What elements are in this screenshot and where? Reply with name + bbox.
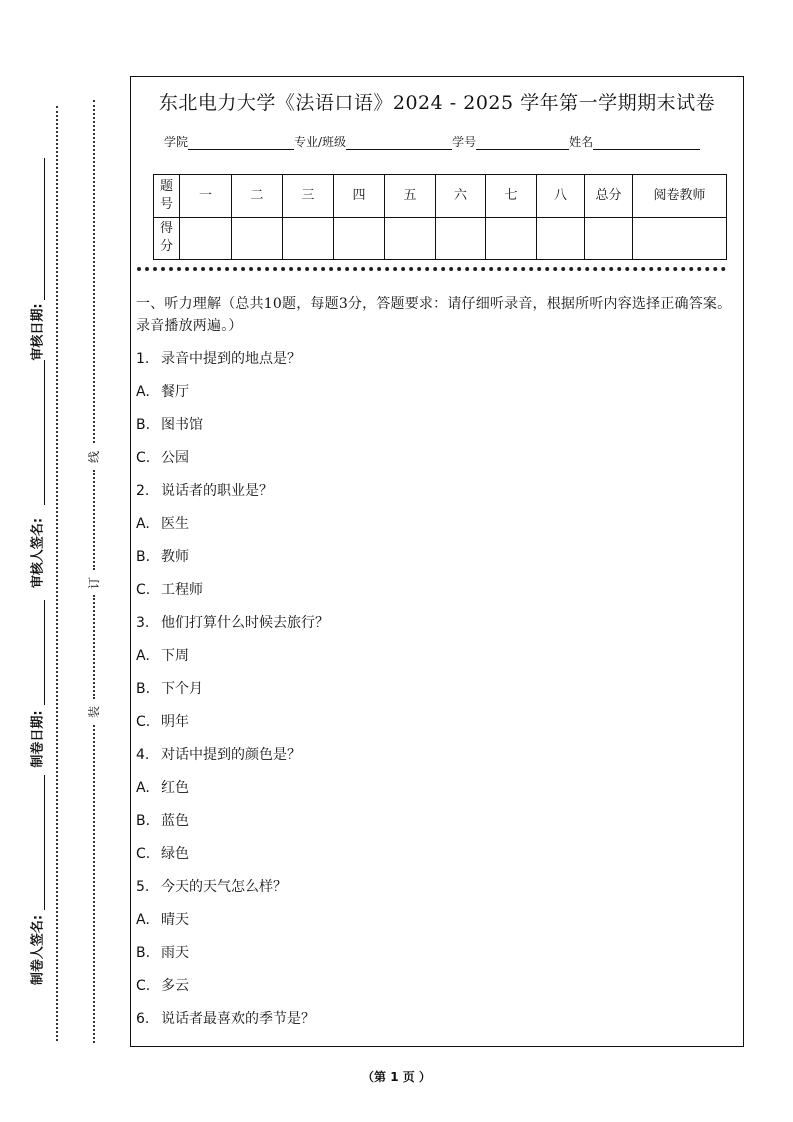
option-letter: C. xyxy=(136,846,151,862)
question-number: 2. xyxy=(136,483,150,499)
question-number: 5. xyxy=(136,879,150,895)
option-text: 公园 xyxy=(161,450,189,466)
question-text: 说话者的职业是？ xyxy=(161,483,273,499)
question-number: 4. xyxy=(136,747,150,763)
option-item[interactable] xyxy=(136,442,736,475)
question-item xyxy=(136,1003,736,1036)
option-text: 医生 xyxy=(161,516,189,532)
option-letter: C. xyxy=(136,714,151,730)
reviewer-signature-label: 审核人签名: xyxy=(30,517,46,589)
option-item[interactable] xyxy=(136,640,736,673)
option-text: 晴天 xyxy=(161,912,189,928)
section-listening xyxy=(136,293,736,1036)
option-item[interactable] xyxy=(136,937,736,970)
name-label: 姓名 xyxy=(569,135,594,149)
score-cell[interactable] xyxy=(334,217,385,260)
option-item[interactable] xyxy=(136,541,736,574)
binding-dotted-line-inner xyxy=(93,725,95,1043)
column-header: 一 xyxy=(180,175,232,218)
column-header: 三 xyxy=(283,175,334,218)
column-header: 五 xyxy=(385,175,436,218)
score-cell[interactable] xyxy=(180,217,232,260)
option-item[interactable] xyxy=(136,673,736,706)
option-letter: A. xyxy=(136,780,150,796)
column-header: 二 xyxy=(232,175,283,218)
question-text: 今天的天气怎么样？ xyxy=(161,879,287,895)
major-class-label: 专业/班级 xyxy=(294,135,347,149)
option-text: 多云 xyxy=(161,978,189,994)
binding-mark-staple: 订 xyxy=(87,576,101,590)
question-list xyxy=(136,343,736,1036)
option-item[interactable] xyxy=(136,376,736,409)
binding-dotted-line-inner xyxy=(93,100,95,443)
option-letter: A. xyxy=(136,648,150,664)
option-letter: A. xyxy=(136,384,150,400)
option-item[interactable] xyxy=(136,772,736,805)
section-divider xyxy=(137,267,726,271)
question-item xyxy=(136,343,736,376)
option-letter: B. xyxy=(136,549,151,565)
question-text: 录音中提到的地点是？ xyxy=(161,351,301,367)
option-letter: B. xyxy=(136,417,151,433)
review-date-label: 审核日期: xyxy=(30,303,46,361)
student-id-label: 学号 xyxy=(452,135,477,149)
question-number: 1. xyxy=(136,351,150,367)
option-item[interactable] xyxy=(136,706,736,739)
major-class-field[interactable] xyxy=(346,137,452,150)
question-text: 他们打算什么时候去旅行？ xyxy=(161,615,329,631)
section-heading: 一、听力理解（总共10题，每题3分，答题要求：请仔细听录音，根据所听内容选择正确答案。录音播放两遍。） xyxy=(136,296,732,334)
paper-date-blank[interactable] xyxy=(44,600,45,705)
question-item xyxy=(136,739,736,772)
paper-maker-signature-blank[interactable] xyxy=(44,775,45,910)
paper-maker-signature-label: 制卷人签名: xyxy=(30,914,46,986)
paper-date-label: 制卷日期: xyxy=(30,710,46,768)
option-text: 蓝色 xyxy=(161,813,189,829)
binding-dotted-line-inner xyxy=(93,595,95,699)
option-text: 教师 xyxy=(161,549,189,565)
question-text: 对话中提到的颜色是？ xyxy=(161,747,301,763)
student-id-field[interactable] xyxy=(476,137,569,150)
option-item[interactable] xyxy=(136,970,736,1003)
exam-title: 东北电力大学《法语口语》2024 - 2025 学年第一学期期末试卷 xyxy=(158,92,716,114)
option-letter: A. xyxy=(136,912,150,928)
option-letter: C. xyxy=(136,582,151,598)
score-cell[interactable] xyxy=(436,217,486,260)
score-cell[interactable] xyxy=(385,217,436,260)
binding-dotted-line-outer xyxy=(56,106,58,1041)
option-letter: C. xyxy=(136,450,151,466)
option-letter: B. xyxy=(136,945,151,961)
page-number: （第 1 页 ） xyxy=(362,1070,431,1084)
column-header: 七 xyxy=(486,175,537,218)
option-text: 工程师 xyxy=(161,582,203,598)
option-text: 绿色 xyxy=(161,846,189,862)
binding-dotted-line-inner xyxy=(93,470,95,570)
name-field[interactable] xyxy=(593,137,700,150)
option-letter: A. xyxy=(136,516,150,532)
score-cell[interactable] xyxy=(232,217,283,260)
score-table xyxy=(153,174,727,260)
exam-page-frame xyxy=(130,76,744,1047)
question-number: 6. xyxy=(136,1011,150,1027)
college-field[interactable] xyxy=(188,137,294,150)
option-letter: C. xyxy=(136,978,151,994)
option-text: 图书馆 xyxy=(161,417,203,433)
option-letter: B. xyxy=(136,813,151,829)
option-item[interactable] xyxy=(136,508,736,541)
student-info-row xyxy=(164,133,700,150)
option-item[interactable] xyxy=(136,904,736,937)
question-item xyxy=(136,475,736,508)
option-text: 餐厅 xyxy=(161,384,189,400)
option-item[interactable] xyxy=(136,805,736,838)
question-number-header: 题号 xyxy=(154,175,180,218)
option-text: 下周 xyxy=(161,648,189,664)
option-item[interactable] xyxy=(136,574,736,607)
question-number: 3. xyxy=(136,615,150,631)
question-text: 说话者最喜欢的季节是？ xyxy=(161,1011,315,1027)
table-row xyxy=(154,175,727,218)
binding-mark-bind: 装 xyxy=(87,705,101,719)
college-label: 学院 xyxy=(164,135,189,149)
grader-cell[interactable] xyxy=(633,217,727,260)
option-text: 明年 xyxy=(161,714,189,730)
column-header: 四 xyxy=(334,175,385,218)
score-cell[interactable] xyxy=(486,217,537,260)
question-item xyxy=(136,607,736,640)
score-row-header: 得分 xyxy=(154,217,180,260)
option-text: 红色 xyxy=(161,780,189,796)
option-item[interactable] xyxy=(136,838,736,871)
score-cell[interactable] xyxy=(537,217,585,260)
total-score-cell[interactable] xyxy=(585,217,633,260)
table-row xyxy=(154,217,727,260)
grader-header: 阅卷教师 xyxy=(633,175,727,218)
total-score-header: 总分 xyxy=(585,175,633,218)
review-date-blank[interactable] xyxy=(44,158,45,300)
option-text: 雨天 xyxy=(161,945,189,961)
column-header: 八 xyxy=(537,175,585,218)
option-item[interactable] xyxy=(136,409,736,442)
binding-mark-line: 线 xyxy=(87,450,101,464)
option-text: 下个月 xyxy=(161,681,203,697)
column-header: 六 xyxy=(436,175,486,218)
reviewer-signature-blank[interactable] xyxy=(44,360,45,505)
score-cell[interactable] xyxy=(283,217,334,260)
question-item xyxy=(136,871,736,904)
option-letter: B. xyxy=(136,681,151,697)
